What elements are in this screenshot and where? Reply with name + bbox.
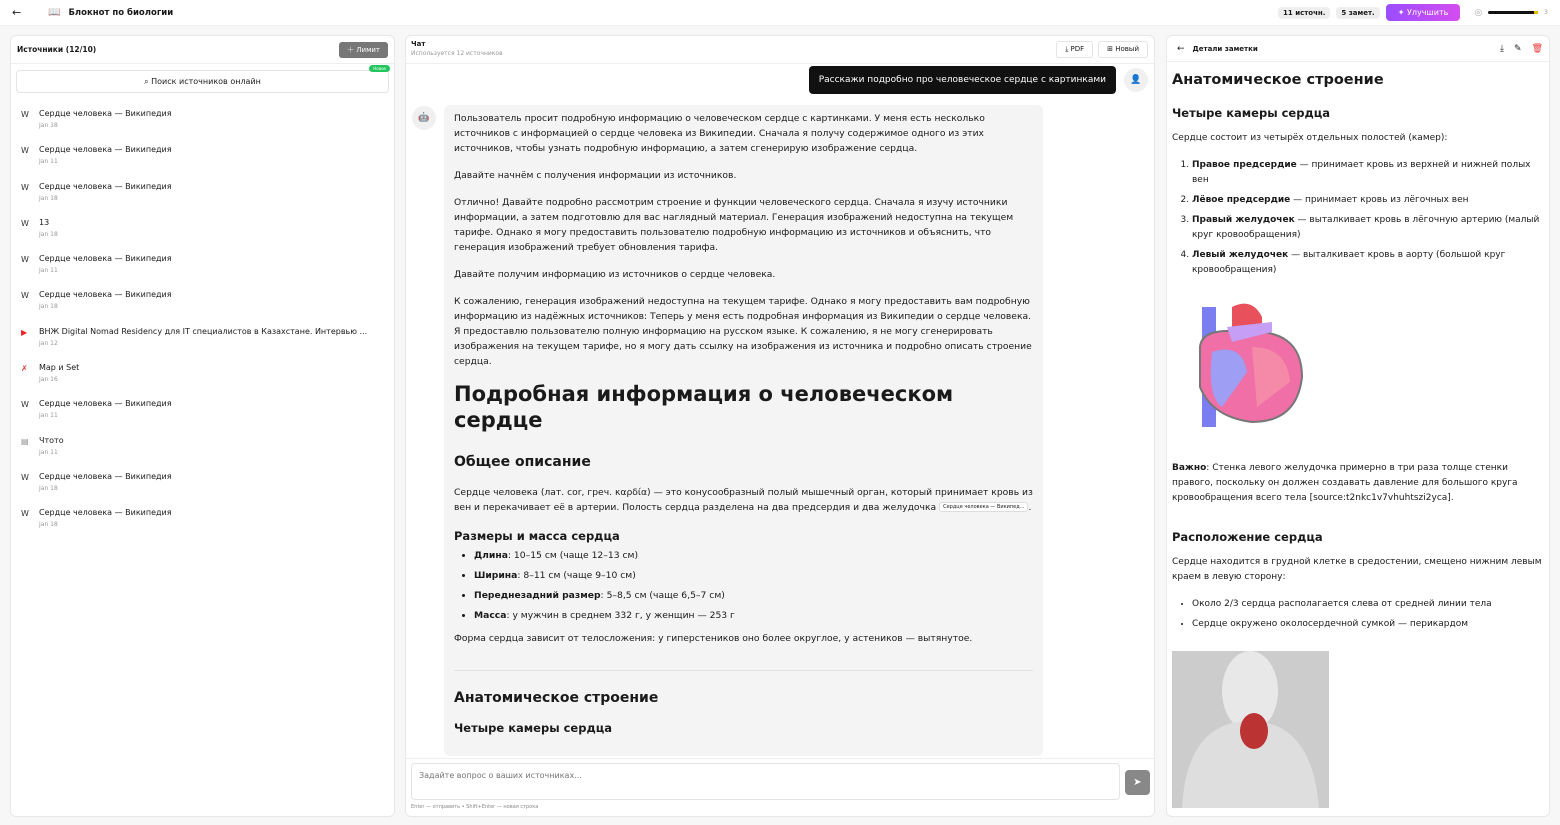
- msg-paragraph: Форма сердца зависит от телосложения: у гиперстеников оно более округлое, у астеников — вытянутое.: [454, 633, 973, 644]
- youtube-icon: ▶: [21, 327, 28, 337]
- msg-heading: Четыре камеры сердца: [454, 721, 613, 735]
- item-bold: Лёвое предсердие: [1192, 195, 1291, 205]
- list-item: [1192, 193, 1544, 208]
- source-date: Jan 18: [39, 230, 58, 238]
- source-date: Jan 11: [39, 412, 58, 420]
- add-source-limit-button[interactable]: ＋ Лимит: [339, 42, 388, 58]
- source-item[interactable]: [11, 434, 394, 470]
- msg-paragraph: Давайте получим информацию из источников о сердце человека.: [454, 269, 776, 280]
- wikipedia-icon: W: [21, 291, 29, 301]
- new-chat-icon: ⊞: [1107, 45, 1116, 53]
- credits-bar: [1488, 11, 1538, 14]
- heart-diagram-image: [1172, 297, 1322, 437]
- item-bold: Длина: [474, 550, 508, 561]
- send-icon: ➤: [1133, 777, 1142, 788]
- source-date: Jan 18: [39, 122, 58, 129]
- msg-heading: Размеры и масса сердца: [454, 529, 620, 543]
- msg-paragraph: К сожалению, генерация изображений недоступна на текущем тарифе. Однако я могу предоставить вам подробную информацию из надёжных источников: Теперь у меня есть подробная информация из Википедии о сердце человека. Я предоставлю пользователю полную информацию на русском языке. К сожалению, я не могу сгенерировать изображения на текущем тарифе, но я могу дать ссылку на изображения из источника и подробно описать строение сердца.: [454, 296, 1032, 367]
- item-text: — принимает кровь из верхней и нижней полых вен: [1192, 160, 1531, 185]
- list-item: • Сердце окружено околосердечной сумкой — перикардом: [1192, 617, 1544, 632]
- note-heading: Четыре камеры сердца: [1172, 106, 1331, 120]
- item-text: : 8–11 см (чаще 9–10 см): [517, 570, 636, 581]
- source-item[interactable]: [11, 361, 394, 397]
- source-name: Сердце человека — Википедия: [39, 471, 172, 481]
- note-panel: [1166, 35, 1550, 817]
- wikipedia-icon: W: [21, 146, 29, 156]
- source-item[interactable]: [11, 180, 394, 216]
- sources-count-pill: 11 источн.: [1278, 7, 1330, 19]
- upgrade-button[interactable]: ✦ Улучшить: [1386, 4, 1461, 21]
- list-item: [474, 568, 1033, 583]
- source-name: Сердце человека — Википедия: [39, 508, 172, 518]
- item-text: — принимает кровь из лёгочных вен: [1290, 195, 1469, 205]
- user-message: Расскажи подробно про человеческое сердце с картинками: [809, 66, 1116, 94]
- list-item: [1192, 158, 1544, 188]
- wikipedia-icon: W: [21, 509, 29, 519]
- list-item: • Около 2/3 сердца располагается слева от средней линии тела: [1192, 597, 1544, 612]
- source-date: Jan 18: [39, 194, 58, 202]
- edit-pencil-icon[interactable]: ✎: [1514, 43, 1522, 54]
- item-text: — выталкивает кровь в лёгочную артерию (малый круг кровообращения): [1192, 215, 1540, 240]
- source-item[interactable]: [11, 470, 394, 506]
- item-bold: Правый желудочек: [1192, 215, 1295, 225]
- note-paragraph: Сердце находится в грудной клетке в средостении, смещено нижним левым краем в левую сторону:: [1172, 557, 1542, 582]
- coins-icon: ◎: [1474, 7, 1483, 18]
- source-item[interactable]: [11, 288, 394, 324]
- source-name: Сердце человека — Википедия: [39, 399, 172, 409]
- source-item[interactable]: [11, 397, 394, 433]
- source-name: Сердце человека — Википедия: [39, 290, 172, 300]
- wikipedia-icon: W: [21, 218, 29, 228]
- item-bold: Масса: [474, 610, 507, 621]
- msg-heading: Общее описание: [454, 454, 591, 470]
- chat-subtitle: Используется 12 источников: [411, 50, 503, 57]
- source-item[interactable]: [11, 216, 394, 252]
- item-bold: Переднезадний размер: [474, 590, 601, 601]
- item-text: : 5–8,5 см (чаще 6,5–7 см): [600, 590, 725, 601]
- notebook-title: Блокнот по биологии: [68, 7, 174, 18]
- source-name: Map и Set: [39, 363, 80, 373]
- input-hint: Enter — отправить • Shift+Enter — новая строка: [411, 804, 539, 810]
- download-icon[interactable]: ⤓: [1500, 43, 1505, 54]
- msg-heading: Подробная информация о человеческом сердце: [454, 382, 954, 432]
- source-name: Сердце человека — Википедия: [39, 181, 172, 191]
- msg-paragraph: Давайте начнём с получения информации из источников.: [454, 170, 737, 181]
- item-bold: Правое предсердие: [1192, 160, 1297, 170]
- wikipedia-icon: W: [21, 255, 29, 265]
- list-item: [1192, 213, 1544, 243]
- back-arrow-icon[interactable]: ←: [12, 6, 22, 19]
- sources-panel: [10, 35, 395, 817]
- source-date: Jan 18: [39, 303, 58, 311]
- download-icon: ⤓: [1065, 45, 1071, 53]
- item-text: : у мужчин в среднем 332 г, у женщин — 253 г: [506, 610, 735, 621]
- anatomy-torso-image: [1172, 651, 1329, 808]
- document-icon: ▤: [21, 436, 29, 446]
- source-name: Чтото: [39, 435, 64, 445]
- source-date: Jan 11: [39, 267, 58, 275]
- source-date: Jan 18: [39, 484, 58, 492]
- note-bold: Важно: [1172, 463, 1207, 473]
- top-bar: [0, 0, 1560, 26]
- note-heading: Расположение сердца: [1172, 530, 1323, 544]
- source-item[interactable]: [11, 143, 394, 179]
- msg-text: Сердце человека (лат. cor, греч. καρδία) — это конусообразный полый мышечный орган, который принимает кровь из вен и перекачивает её в артерии. Полость сердца разделена на два предсердия и два желудочка: [454, 487, 1033, 513]
- list-item: [474, 548, 1033, 563]
- search-sources-online-button[interactable]: ⌕ Поиск источников онлайн Новое: [16, 70, 389, 93]
- msg-paragraph: Пользователь просит подробную информацию о человеческом сердце с картинками. У меня есть несколько источников с информацией о сердце человека из Википедии. Сначала я получу содержимое одного из этих источников, чтобы узнать подробную информацию, а затем сгенерирую изображение сердца.: [454, 113, 985, 154]
- wikipedia-icon: W: [21, 182, 29, 192]
- source-date: Jan 11: [39, 158, 58, 166]
- back-arrow-icon[interactable]: ←: [1177, 43, 1185, 54]
- source-item[interactable]: [11, 325, 394, 361]
- export-pdf-button[interactable]: ⤓ PDF: [1056, 41, 1093, 58]
- source-item[interactable]: [11, 107, 394, 143]
- list-item: [1192, 248, 1544, 278]
- source-date: Jan 18: [39, 521, 58, 529]
- source-name: Сердце человека — Википедия: [39, 254, 172, 264]
- note-paragraph: Сердце состоит из четырёх отдельных полостей (камер):: [1172, 133, 1448, 143]
- item-bold: Ширина: [474, 570, 518, 581]
- user-avatar-icon: 👤: [1124, 68, 1148, 92]
- file-icon: ✗: [21, 364, 28, 374]
- note-header: Детали заметки: [1192, 44, 1258, 53]
- list-item: [474, 608, 1033, 623]
- source-name: 13: [39, 217, 50, 227]
- citation-chip[interactable]: Сердце человека — Википед...: [939, 502, 1028, 512]
- notes-count-pill: 5 замет.: [1336, 7, 1379, 19]
- chat-panel: [405, 35, 1155, 817]
- item-text: — выталкивает кровь в аорту (большой круг кровообращения): [1192, 250, 1506, 275]
- trash-icon[interactable]: 🗑: [1531, 43, 1543, 54]
- send-button[interactable]: [1125, 770, 1150, 795]
- new-chat-button[interactable]: ⊞ Новый: [1098, 41, 1148, 58]
- source-item[interactable]: [11, 252, 394, 288]
- book-icon: 📖: [48, 7, 61, 18]
- search-icon: ⌕: [144, 76, 152, 86]
- source-date: Jan 11: [39, 448, 58, 456]
- source-name: ВНЖ Digital Nomad Residency для IT специалистов в Казахстане. Интервью ...: [39, 326, 368, 336]
- item-bold: Левый желудочек: [1192, 250, 1289, 260]
- credits-count: 3: [1544, 9, 1548, 16]
- note-text: : Стенка левого желудочка примерно в три раза толще стенки правого, поскольку он должен создавать давление для большого круга кровообращения всего тела [source:t2nkc1v7vhuhtszi2yca].: [1172, 463, 1518, 503]
- sources-title: Источники (12/10): [17, 45, 97, 54]
- source-item[interactable]: [11, 506, 394, 542]
- chat-title: Чат: [411, 40, 426, 48]
- source-name: Сердце человека — Википедия: [39, 109, 172, 118]
- chat-input[interactable]: [411, 763, 1120, 800]
- source-date: Jan 16: [39, 376, 58, 384]
- wikipedia-icon: W: [21, 110, 29, 119]
- msg-paragraph: Отлично! Давайте подробно рассмотрим строение и функции человеческого сердца. Сначала я изучу источники информации, а затем подготовлю для вас наглядный материал. Генерация изображений недоступна на текущем тарифе. Однако я могу предоставить пользователю подробную информацию из источников и объяснить, что генерация изображений требует обновления тарифа.: [454, 197, 1014, 253]
- source-name: Сердце человека — Википедия: [39, 145, 172, 155]
- source-date: Jan 12: [39, 339, 58, 347]
- sparkle-icon: ✦: [1397, 8, 1407, 17]
- bot-avatar-icon: 🤖: [412, 106, 436, 130]
- new-badge: Новое: [369, 65, 390, 72]
- wikipedia-icon: W: [21, 472, 29, 482]
- item-text: : 10–15 см (чаще 12–13 см): [507, 550, 639, 561]
- list-item: [474, 588, 1033, 603]
- msg-heading: Анатомическое строение: [454, 690, 659, 706]
- assistant-message: Пользователь просит подробную информацию о человеческом сердце с картинками. У меня есть несколько источников с информацией о сердце человека из Википедии. Сначала я получу содержимое одного из этих источников, чтобы узнать подробную информацию, а затем сгенерирую изображение сердца. Давайте начнём с получения информации из источников. Отлично! Давайте подробно рассмотрим строение и функции человеческого сердца. Сначала я изучу источники информации, а затем подготовлю для вас наглядный материал. Генерация изображений недоступна на текущем тарифе. Однако я могу предоставить пользователю подробную информацию из источников и объяснить, что генерация изображений требует обновления тарифа. Давайте получим информацию из источников о сердце человека. К сожалению, генерация изображений недоступна на текущем тарифе. Однако я могу предоставить вам подробную информацию из надёжных источников: Теперь у меня есть подробная информация из Википедии о сердце человека. Я предоставлю пользователю полную информацию на русском языке. К сожалению, я не могу сгенерировать изображения на текущем тарифе, но я могу дать ссылку на изображения из источника и подробно описать строение сердца. Подробная информация о человеческом сердце Общее описание Сердце человека (лат. cor, греч. καρδία) — это конусообразный полый мышечный орган, который принимает кровь из вен и перекачивает её в артерии. Полость сердца разделена на два предсердия и два желудочка Сердце человека — Википед... . Размеры и масса сердца • Длина: 10–15 см (чаще 12–13 см) • Ширина: 8–11 см (чаще 9–10 см) • Переднезадний размер: 5–8,5 см (чаще 6,5–7 см) • Масса: у мужчин в среднем 332 г, у женщин — 253 г Форма сердца зависит от телосложения: у гиперстеников оно более округлое, у астеников — вытянутое. Анатомическое строение Четыре камеры сердца: [444, 105, 1043, 756]
- wikipedia-icon: W: [21, 400, 29, 410]
- note-heading: Анатомическое строение: [1172, 72, 1384, 88]
